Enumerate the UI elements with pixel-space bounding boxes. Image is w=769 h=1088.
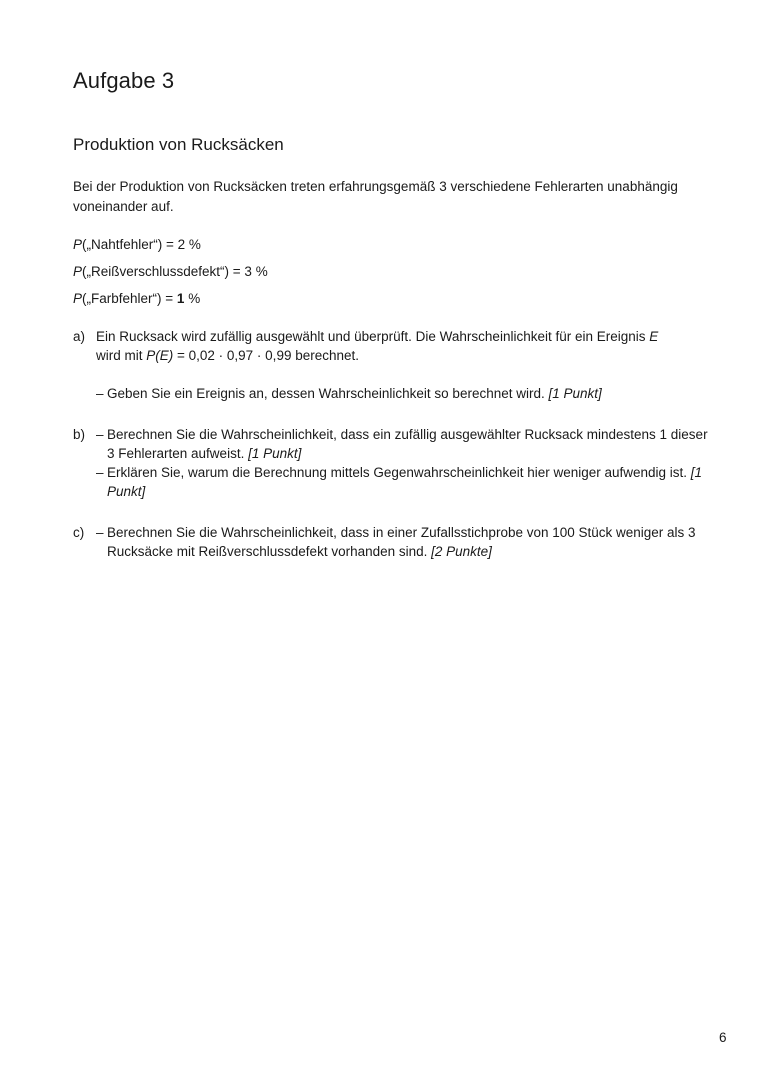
dash: –: [96, 465, 104, 480]
task-a-formula: = 0,02 · 0,97 · 0,99 berechnet.: [173, 348, 360, 363]
task-a-text: [96, 327, 713, 365]
task-c: [73, 523, 713, 561]
task-b-subtask-1-text: Berechnen Sie die Wahrscheinlichkeit, dass ein zufällig ausgewählter Rucksack mindestens 1 dieser 3 Fehlerarten aufweist.: [107, 427, 708, 461]
task-b-body: [96, 425, 713, 501]
task-a-body: [96, 327, 713, 403]
task-c-body: [96, 523, 713, 561]
prob-text: („Nahtfehler“) = 2 %: [82, 237, 201, 252]
task-c-subtask-1: [96, 523, 713, 561]
task-title: Aufgabe 3: [73, 68, 175, 93]
task-a-text-2: wird mit: [96, 348, 147, 363]
dash: –: [96, 386, 104, 401]
page-number: 6: [719, 1030, 727, 1045]
task-b-subtask-1: [96, 425, 713, 463]
task-a-label: a): [73, 329, 86, 344]
prob-symbol: P: [73, 264, 83, 279]
task-b-label: b): [73, 427, 86, 442]
task-b-subtask-2: [96, 463, 713, 501]
task-c-subtask-1-text: Berechnen Sie die Wahrscheinlichkeit, dass in einer Zufallsstichprobe von 100 Stück weniger als 3 Rucksäcke mit Reißverschlussdefekt vorhanden sind.: [107, 525, 696, 559]
points-label: [1 Punkt]: [107, 465, 703, 499]
intro-paragraph: Bei der Produktion von Rucksäcken treten erfahrungsgemäß 3 verschiedene Fehlerarten unabhängig voneinander auf.: [73, 179, 678, 214]
task-b: [73, 425, 713, 501]
prob-symbol: P: [73, 291, 83, 306]
prob-text: („Reißverschlussdefekt“) = 3 %: [82, 264, 268, 279]
prob-text: („Farbfehler“) =: [82, 291, 177, 306]
task-a: [73, 327, 713, 403]
probability-nahtfehler: [73, 236, 201, 254]
prob-symbol: P: [73, 237, 83, 252]
task-c-label: c): [73, 525, 85, 540]
probability-reissverschluss: [73, 263, 268, 281]
dash: –: [96, 427, 104, 442]
prob-unit: %: [184, 291, 201, 306]
task-a-subtask-1-text: Geben Sie ein Ereignis an, dessen Wahrscheinlichkeit so berechnet wird.: [107, 386, 549, 401]
event-symbol: E: [649, 329, 659, 344]
points-label: [1 Punkt]: [248, 446, 302, 461]
dash: –: [96, 525, 104, 540]
prob-value: 1: [176, 291, 185, 306]
probability-expression: P(E): [146, 348, 174, 363]
points-label: [2 Punkte]: [431, 544, 492, 559]
probability-farbfehler: [73, 290, 200, 308]
task-a-text-1: Ein Rucksack wird zufällig ausgewählt und überprüft. Die Wahrscheinlichkeit für ein Ereignis: [96, 329, 650, 344]
task-a-subtask-1: [96, 384, 713, 403]
points-label: [1 Punkt]: [548, 386, 602, 401]
task-subtitle: Produktion von Rucksäcken: [73, 135, 284, 154]
task-b-subtask-2-text: Erklären Sie, warum die Berechnung mittels Gegenwahrscheinlichkeit hier weniger aufwendig ist.: [107, 465, 691, 480]
